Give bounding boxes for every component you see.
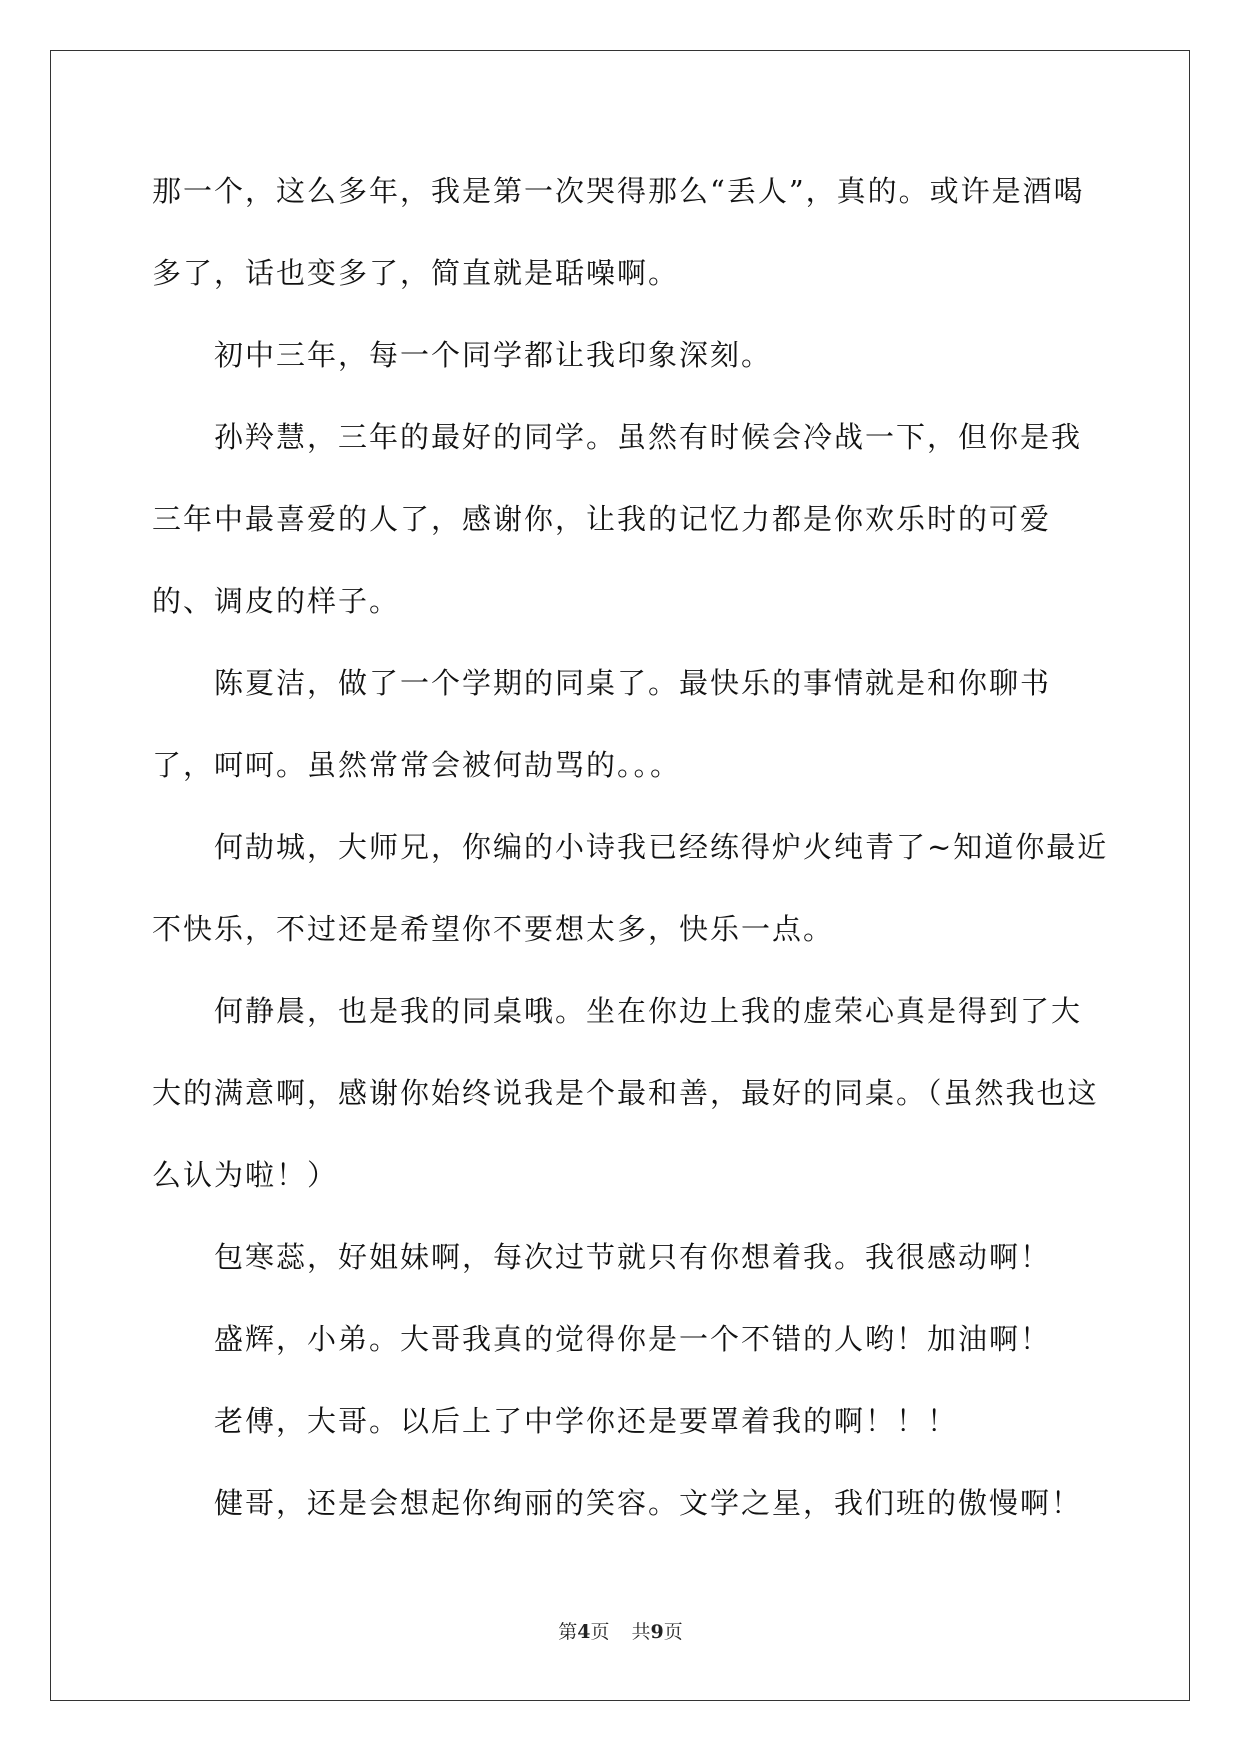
total-prefix: 共 bbox=[631, 1621, 651, 1643]
page-total: 9 bbox=[650, 1621, 664, 1643]
total-suffix: 页 bbox=[663, 1621, 683, 1643]
paragraph-1: 那一个，这么多年，我是第一次哭得那么“丢人”，真的。或许是酒喝多了，话也变多了，简直就是聒噪啊。 bbox=[152, 174, 1085, 290]
document-body bbox=[152, 150, 1112, 1544]
paragraph-10: 健哥，还是会想起你绚丽的笑容。文学之星，我们班的傲慢啊！ bbox=[214, 1486, 1083, 1520]
page-footer bbox=[0, 1617, 1241, 1644]
paragraph-5: 何劼城，大师兄，你编的小诗我已经练得炉火纯青了~知道你最近不快乐，不过还是希望你不要想太多，快乐一点。 bbox=[152, 830, 1109, 946]
page-suffix: 页 bbox=[590, 1621, 610, 1643]
paragraph-3: 孙羚慧，三年的最好的同学。虽然有时候会冷战一下，但你是我三年中最喜爱的人了，感谢你，让我的记忆力都是你欢乐时的可爱的、调皮的样子。 bbox=[152, 420, 1083, 618]
page-prefix: 第 bbox=[558, 1621, 578, 1643]
paragraph-8: 盛辉，小弟。大哥我真的觉得你是一个不错的人哟！加油啊！ bbox=[214, 1322, 1052, 1356]
paragraph-6: 何静晨，也是我的同桌哦。坐在你边上我的虚荣心真是得到了大大的满意啊，感谢你始终说我是个最和善，最好的同桌。（虽然我也这么认为啦！） bbox=[152, 994, 1099, 1192]
page-current: 4 bbox=[577, 1621, 591, 1643]
paragraph-9: 老傅，大哥。以后上了中学你还是要罩着我的啊！！！ bbox=[214, 1404, 959, 1438]
paragraph-7: 包寒蕊，好姐妹啊，每次过节就只有你想着我。我很感动啊！ bbox=[214, 1240, 1052, 1274]
paragraph-2: 初中三年，每一个同学都让我印象深刻。 bbox=[214, 338, 773, 372]
paragraph-4: 陈夏洁，做了一个学期的同桌了。最快乐的事情就是和你聊书了，呵呵。虽然常常会被何劼骂的。。。 bbox=[152, 666, 1052, 782]
